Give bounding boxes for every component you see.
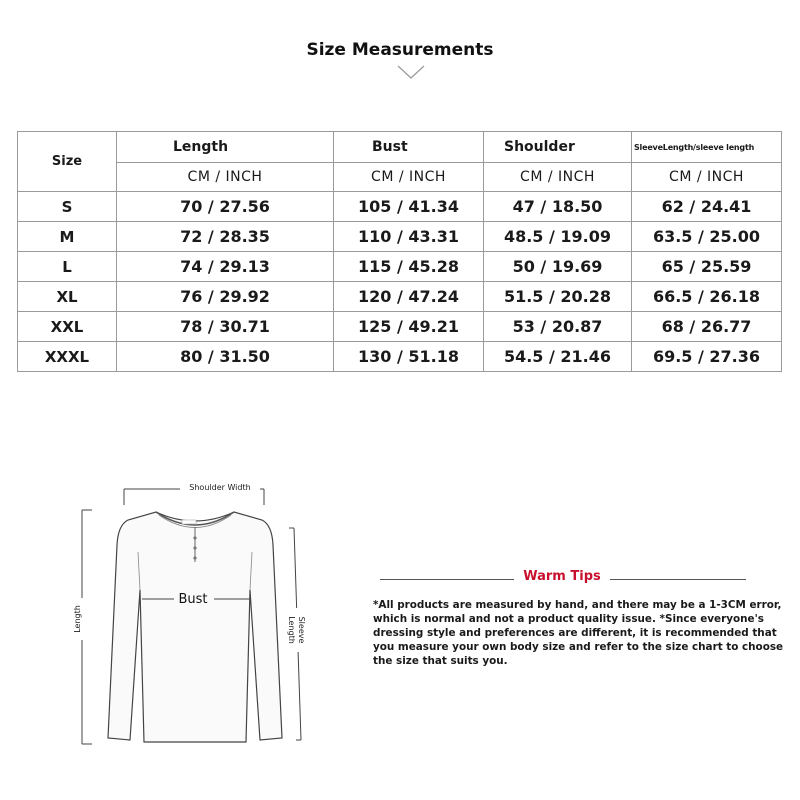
- shirt-measurement-diagram: [60, 470, 330, 760]
- bust-cell: 130 / 51.18: [334, 342, 484, 372]
- chevron-down-icon: [397, 64, 425, 80]
- bust-cell: 115 / 45.28: [334, 252, 484, 282]
- sleeve-cell: 68 / 26.77: [632, 312, 782, 342]
- shoulder-cell: 50 / 19.69: [484, 252, 632, 282]
- shoulder-column-header: Shoulder: [484, 132, 632, 163]
- size-cell: L: [18, 252, 117, 282]
- table-row: [18, 192, 782, 222]
- length-cell: 76 / 29.92: [117, 282, 334, 312]
- table-row: [18, 222, 782, 252]
- length-unit-label: CM / INCH: [117, 163, 334, 192]
- length-label: Length: [73, 605, 82, 633]
- shoulder-unit-label: CM / INCH: [484, 163, 632, 192]
- table-row: [18, 342, 782, 372]
- table-row: [18, 312, 782, 342]
- sleeve-cell: 62 / 24.41: [632, 192, 782, 222]
- sleeve-cell: 69.5 / 27.36: [632, 342, 782, 372]
- size-cell: S: [18, 192, 117, 222]
- bust-cell: 125 / 49.21: [334, 312, 484, 342]
- sleeve-cell: 66.5 / 26.18: [632, 282, 782, 312]
- divider: [610, 579, 746, 580]
- length-cell: 80 / 31.50: [117, 342, 334, 372]
- page-title: Size Measurements: [306, 40, 494, 60]
- size-chart-table: [17, 131, 782, 372]
- sleeve-cell: 65 / 25.59: [632, 252, 782, 282]
- size-column-header: Size: [18, 132, 117, 192]
- bust-cell: 120 / 47.24: [334, 282, 484, 312]
- button-icon: [193, 536, 196, 539]
- bust-cell: 110 / 43.31: [334, 222, 484, 252]
- bust-column-header: Bust: [334, 132, 484, 163]
- sleeve-cell: 63.5 / 25.00: [632, 222, 782, 252]
- length-cell: 74 / 29.13: [117, 252, 334, 282]
- button-icon: [193, 556, 196, 559]
- length-cell: 72 / 28.35: [117, 222, 334, 252]
- size-cell: XXXL: [18, 342, 117, 372]
- divider: [380, 579, 514, 580]
- size-cell: XXL: [18, 312, 117, 342]
- shoulder-cell: 48.5 / 19.09: [484, 222, 632, 252]
- length-cell: 78 / 30.71: [117, 312, 334, 342]
- length-cell: 70 / 27.56: [117, 192, 334, 222]
- bust-label: Bust: [178, 592, 208, 607]
- length-column-header: Length: [117, 132, 334, 163]
- warm-tips-title: Warm Tips: [523, 569, 601, 584]
- shoulder-cell: 47 / 18.50: [484, 192, 632, 222]
- sleeve-unit-label: CM / INCH: [632, 163, 782, 192]
- shoulder-cell: 53 / 20.87: [484, 312, 632, 342]
- sleeve-column-header: SleeveLength/sleeve length: [632, 132, 782, 163]
- button-icon: [193, 546, 196, 549]
- size-cell: M: [18, 222, 117, 252]
- size-cell: XL: [18, 282, 117, 312]
- sleeve-label-line1: Sleeve: [297, 616, 306, 644]
- shoulder-cell: 54.5 / 21.46: [484, 342, 632, 372]
- bust-unit-label: CM / INCH: [334, 163, 484, 192]
- shoulder-width-label: Shoulder Width: [189, 483, 251, 492]
- shoulder-cell: 51.5 / 20.28: [484, 282, 632, 312]
- sleeve-label-line2: Length: [287, 616, 296, 644]
- table-row: [18, 282, 782, 312]
- warm-tips-text: *All products are measured by hand, and there may be a 1-3CM error, which is normal and not a product quality issue. *Since everyone's dressing style and preferences are different, it is recommended that you measure your own body size and refer to the size chart to choose the size that suits you.: [373, 599, 784, 667]
- table-row: [18, 252, 782, 282]
- bust-cell: 105 / 41.34: [334, 192, 484, 222]
